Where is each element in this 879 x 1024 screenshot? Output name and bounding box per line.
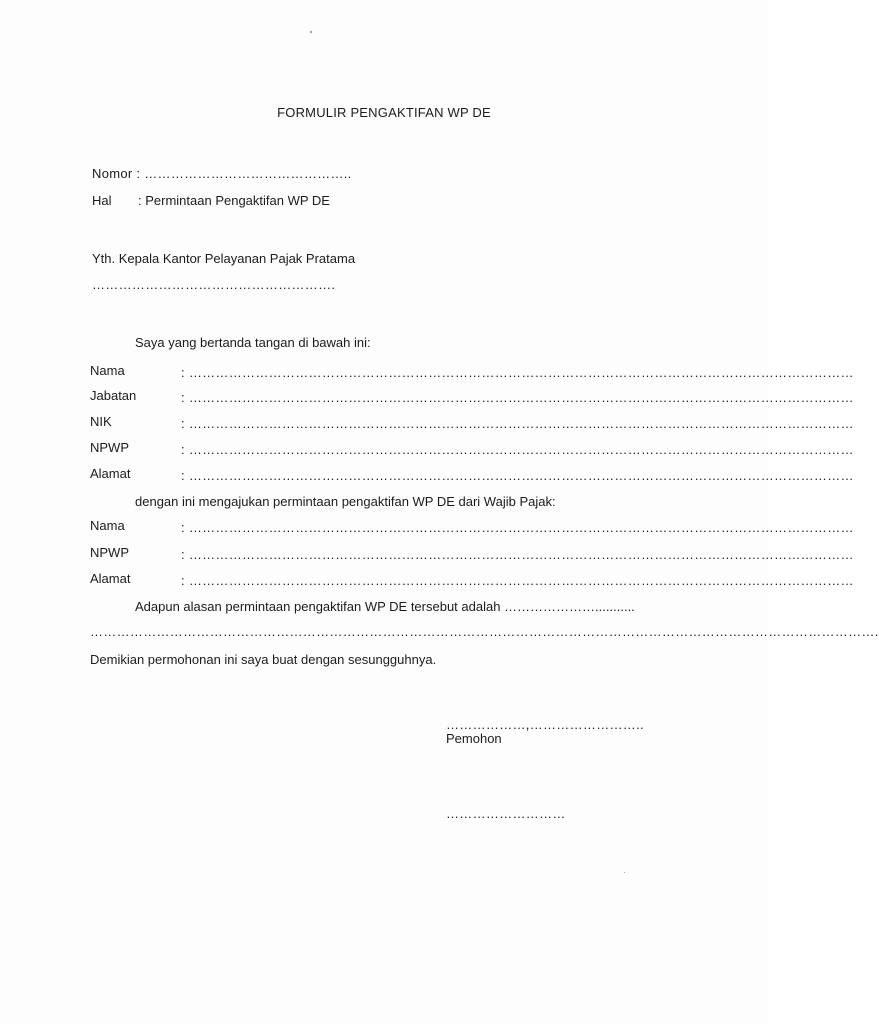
field-blank-taxpayer-npwp: : ……………………………………………………………………………………………………………………………………	[181, 547, 854, 562]
place-date-line: ………………,……………………..	[446, 717, 644, 732]
signature-line: ………………………	[446, 806, 566, 821]
nomor-line: Nomor : ………………………………………..	[92, 166, 352, 181]
applicant-label: Pemohon	[446, 731, 502, 746]
reason-line: Adapun alasan permintaan pengaktifan WP DE tersebut adalah …………………...........	[135, 599, 635, 614]
hal-value: : Permintaan Pengaktifan WP DE	[138, 193, 330, 208]
field-blank-taxpayer-nama: : ……………………………………………………………………………………………………………………………………	[181, 520, 854, 535]
field-blank-jabatan: : ……………………………………………………………………………………………………………………………………	[181, 390, 854, 405]
field-label-npwp: NPWP	[90, 440, 129, 455]
closing-text: Demikian permohonan ini saya buat dengan sesungguhnya.	[90, 652, 437, 667]
reason-continuation: …………………………………………………………………………………………………………………………………………………………….	[90, 624, 879, 639]
field-label-taxpayer-npwp: NPWP	[90, 545, 129, 560]
field-blank-npwp: : ……………………………………………………………………………………………………………………………………	[181, 442, 854, 457]
field-label-alamat: Alamat	[90, 466, 131, 481]
field-label-nik: NIK	[90, 414, 112, 429]
scan-speck	[310, 31, 312, 33]
field-label-jabatan: Jabatan	[90, 388, 137, 403]
field-label-taxpayer-alamat: Alamat	[90, 571, 131, 586]
form-title: FORMULIR PENGAKTIFAN WP DE	[277, 105, 491, 120]
field-label-taxpayer-nama: Nama	[90, 518, 125, 533]
field-label-nama: Nama	[90, 363, 125, 378]
request-intro: dengan ini mengajukan permintaan pengaktifan WP DE dari Wajib Pajak:	[135, 494, 556, 509]
addressee: Yth. Kepala Kantor Pelayanan Pajak Pratama	[92, 251, 356, 266]
field-blank-alamat: : ……………………………………………………………………………………………………………………………………	[181, 468, 854, 483]
scan-speck	[624, 872, 625, 873]
field-blank-nik: : ……………………………………………………………………………………………………………………………………	[181, 416, 854, 431]
hal-label: Hal	[92, 193, 112, 208]
field-blank-taxpayer-alamat: : ……………………………………………………………………………………………………………………………………	[181, 573, 854, 588]
field-blank-nama: : ……………………………………………………………………………………………………………………………………	[181, 365, 854, 380]
addressee-dots: ……………………………………………….	[92, 277, 336, 292]
intro-text: Saya yang bertanda tangan di bawah ini:	[135, 335, 371, 350]
